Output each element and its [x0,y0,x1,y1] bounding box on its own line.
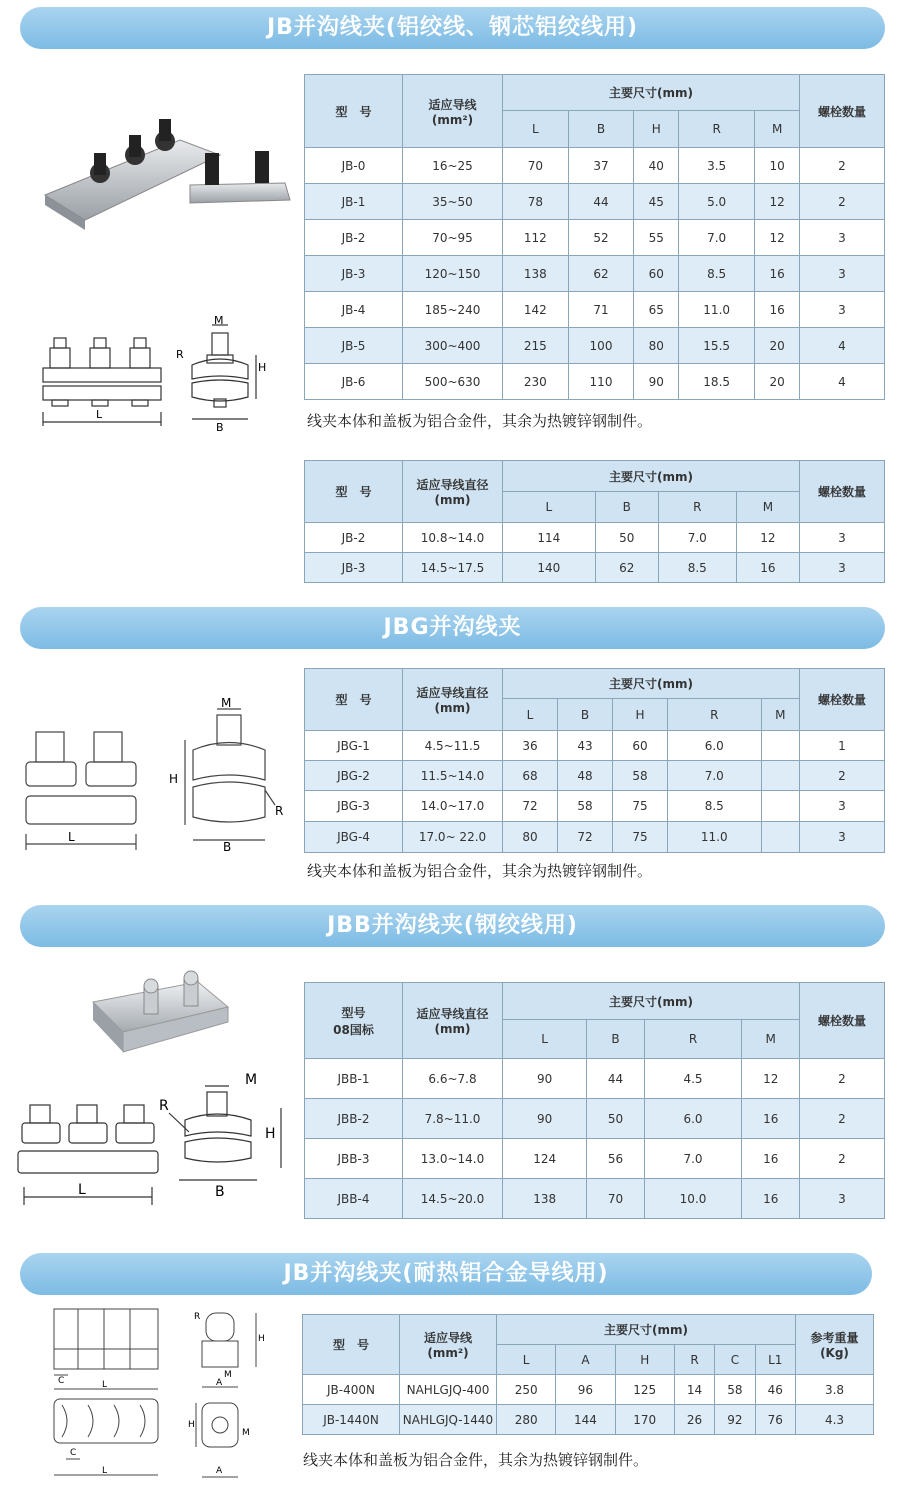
table-cell: 75 [612,791,667,822]
table-cell: 72 [557,822,612,853]
dim-label-b: B [216,421,224,434]
table-cell: 68 [503,761,558,791]
table-cell: JBB-3 [305,1139,403,1179]
dim-label-r: R [275,804,284,818]
table-cell [761,731,799,761]
section-title-jbg: JBG并沟线夹 [20,607,885,649]
table-cell: 46 [755,1375,795,1405]
table-cell: 3 [800,523,885,553]
table-cell: 92 [715,1405,755,1435]
table-cell: 8.5 [679,256,755,292]
table-cell: 280 [497,1405,556,1435]
section-title-jb: JB并沟线夹(铝绞线、钢芯铝绞线用) [20,7,885,49]
dim-label-h: H [188,1420,195,1430]
table-row [305,731,885,761]
table-cell: 56 [587,1139,644,1179]
table-header-cell: H [634,111,679,148]
table-cell: 4 [800,364,885,400]
table-row [305,1099,885,1139]
table-header-cell: C [715,1345,755,1375]
table-cell: 5.0 [679,184,755,220]
section-title-jb-heat: JB并沟线夹(耐热铝合金导线用) [20,1253,872,1295]
diagram-jbg-side [18,722,148,857]
table-cell: 14.0~17.0 [403,791,503,822]
table-header-cell: L [503,1020,587,1059]
table-header-cell: 型 号 [305,461,403,523]
table-cell: 35~50 [403,184,503,220]
table-header-cell: 主要尺寸(mm) [497,1315,796,1345]
diagram-jb-side [38,330,168,430]
table-header-cell: M [755,111,800,148]
header-model: 型 号 [305,75,403,148]
table-cell: 142 [503,292,569,328]
spec-table-jbg [304,668,885,853]
table-header-cell: L [503,492,596,523]
table-cell: 300~400 [403,328,503,364]
table-cell: 72 [503,791,558,822]
table-header-cell: 主要尺寸(mm) [503,461,800,492]
table-cell: 16 [742,1099,800,1139]
table-cell: 16 [736,553,799,583]
dim-label-l: L [68,830,75,844]
spec-table-jb-heat [302,1314,874,1435]
table-cell: 4.5~11.5 [403,731,503,761]
table-header-cell: M [761,699,799,731]
table-header-cell: L1 [755,1345,795,1375]
table-cell: 112 [503,220,569,256]
table-cell: 52 [568,220,634,256]
dim-label-c: C [58,1376,65,1386]
table-header-cell: 螺栓数量 [800,983,885,1059]
table-cell: JBB-1 [305,1059,403,1099]
table-cell: 2 [800,184,885,220]
table-row [305,822,885,853]
table-cell: 18.5 [679,364,755,400]
table-cell: 14.5~17.5 [403,553,503,583]
table-header-cell: H [612,699,667,731]
table-cell: 58 [612,761,667,791]
dim-label-m: M [224,1370,232,1380]
table-cell: 58 [715,1375,755,1405]
table-cell: 500~630 [403,364,503,400]
table-cell: 215 [503,328,569,364]
table-cell: 15.5 [679,328,755,364]
table-cell: 60 [634,256,679,292]
table-cell: 11.0 [667,822,761,853]
table-header-cell: R [674,1345,714,1375]
table-header-cell: R [644,1020,742,1059]
diagram-jb-front [172,315,272,435]
table-cell: 6.6~7.8 [403,1059,503,1099]
table-cell: 10 [755,148,800,184]
table-cell: 2 [800,1139,885,1179]
table-cell: 8.5 [667,791,761,822]
table-cell: 6.0 [644,1099,742,1139]
table-cell: 114 [503,523,596,553]
table-cell: 11.5~14.0 [403,761,503,791]
table-row [303,1405,874,1435]
header-dims: 主要尺寸(mm) [503,75,800,111]
table-cell: 230 [503,364,569,400]
table-cell: 110 [568,364,634,400]
table-cell: JB-4 [305,292,403,328]
dim-label-h: H [169,772,179,786]
table-cell: 3 [800,791,885,822]
table-cell: 50 [595,523,658,553]
table-cell: 70 [503,148,569,184]
product-photo-jb [40,105,295,235]
table-header-cell: 螺栓数量 [800,461,885,523]
table-header-cell: 适应导线直径 (mm) [403,983,503,1059]
table-cell: 70~95 [403,220,503,256]
table-header-cell: R [658,492,736,523]
table-cell: 16 [755,256,800,292]
table-header-cell: 适应导线直径 (mm) [403,461,503,523]
table-cell: 4.5 [644,1059,742,1099]
table-row [305,328,885,364]
table-cell: JB-6 [305,364,403,400]
table-cell: 70 [587,1179,644,1219]
table-cell: 3 [800,220,885,256]
note-text: 线夹本体和盖板为铝合金件，其余为热镀锌钢制件。 [307,412,653,430]
dim-label-b: B [215,1184,225,1200]
table-cell: 8.5 [658,553,736,583]
table-cell: 45 [634,184,679,220]
table-header-cell: R [679,111,755,148]
table-cell: 7.0 [644,1139,742,1179]
section-title-jbb: JBB并沟线夹(钢绞线用) [20,905,885,947]
dim-label-m: M [214,315,224,327]
table-cell: 2 [800,761,885,791]
dim-label-a: A [216,1378,223,1388]
table-cell: JB-0 [305,148,403,184]
table-cell: 6.0 [667,731,761,761]
table-header-cell: 型 号 [305,669,403,731]
table-header-cell: B [587,1020,644,1059]
table-cell: 90 [503,1099,587,1139]
table-cell: 13.0~14.0 [403,1139,503,1179]
table-cell: 7.0 [667,761,761,791]
table-cell: 3 [800,822,885,853]
table-cell [761,761,799,791]
diagram-jb-heat-bottom [48,1395,178,1485]
table-cell: 7.0 [679,220,755,256]
table-cell: 75 [612,822,667,853]
diagram-jb-heat-front [188,1305,268,1395]
table-row [305,148,885,184]
table-cell: NAHLGJQ-1440 [400,1405,497,1435]
table-cell: 71 [568,292,634,328]
table-cell: JB-1440N [303,1405,400,1435]
dim-label-m: M [221,696,232,710]
table-row [305,1059,885,1099]
table-cell: JB-3 [305,256,403,292]
dim-label-h: H [258,1334,265,1344]
table-row [305,553,885,583]
table-header-cell: B [557,699,612,731]
dim-label-l: L [102,1466,108,1476]
table-cell: 1 [800,731,885,761]
table-cell: 58 [557,791,612,822]
table-row [305,761,885,791]
table-cell: 3 [800,1179,885,1219]
table-row [305,791,885,822]
table-cell: JB-2 [305,523,403,553]
table-cell: JB-5 [305,328,403,364]
diagram-jbg-front [165,695,295,855]
table-row [305,184,885,220]
table-header-cell: L [503,111,569,148]
table-cell: 16~25 [403,148,503,184]
table-header-cell: A [556,1345,615,1375]
table-cell: 2 [800,1099,885,1139]
table-cell: 12 [736,523,799,553]
dim-label-c: C [70,1448,77,1458]
table-cell: 138 [503,256,569,292]
dim-label-r: R [159,1098,169,1114]
table-header-cell: 型 号 [303,1315,400,1375]
diagram-jb-heat-top [48,1305,178,1395]
table-header-cell: M [742,1020,800,1059]
table-cell: 12 [755,220,800,256]
table-cell: 14.5~20.0 [403,1179,503,1219]
table-cell: 185~240 [403,292,503,328]
table-cell: 40 [634,148,679,184]
table-cell: 125 [615,1375,674,1405]
table-cell: JB-3 [305,553,403,583]
table-row [303,1375,874,1405]
table-cell: 7.8~11.0 [403,1099,503,1139]
table-cell [761,822,799,853]
table-cell: 3 [800,292,885,328]
dim-label-l: L [78,1182,86,1198]
table-header-cell: H [615,1345,674,1375]
dim-label-a: A [216,1466,223,1476]
table-row [305,220,885,256]
table-cell: JB-2 [305,220,403,256]
table-cell: 16 [755,292,800,328]
dim-label-l: L [102,1380,108,1390]
table-row [305,523,885,553]
table-cell: JBB-4 [305,1179,403,1219]
table-cell: 48 [557,761,612,791]
table-cell: 96 [556,1375,615,1405]
spec-table-jb [304,74,885,400]
table-cell: 80 [503,822,558,853]
table-cell: 76 [755,1405,795,1435]
table-cell: 10.8~14.0 [403,523,503,553]
note-text: 线夹本体和盖板为铝合金件，其余为热镀锌钢制件。 [303,1451,649,1469]
table-cell: 7.0 [658,523,736,553]
table-cell: 12 [742,1059,800,1099]
header-bolts: 螺栓数量 [800,75,885,148]
product-photo-jbb [88,962,238,1062]
table-header-cell: 型号 08国标 [305,983,403,1059]
table-cell: 124 [503,1139,587,1179]
table-cell: JBG-4 [305,822,403,853]
table-cell: JBG-1 [305,731,403,761]
diagram-jbb-side [12,1095,162,1210]
table-cell: 138 [503,1179,587,1219]
table-cell: 43 [557,731,612,761]
header-conductor: 适应导线 (mm²) [403,75,503,148]
table-cell: 10.0 [644,1179,742,1219]
table-cell: JB-1 [305,184,403,220]
table-cell: 144 [556,1405,615,1435]
dim-label-l: L [96,408,103,421]
table-cell: 36 [503,731,558,761]
table-cell: 3.5 [679,148,755,184]
table-cell: 16 [742,1179,800,1219]
table-cell: 78 [503,184,569,220]
table-cell: 4.3 [796,1405,874,1435]
table-cell: NAHLGJQ-400 [400,1375,497,1405]
table-cell: 3 [800,553,885,583]
table-cell: 3 [800,256,885,292]
table-header-cell: 适应导线 (mm²) [400,1315,497,1375]
table-header-cell: M [736,492,799,523]
table-cell: 62 [595,553,658,583]
table-header-cell: 适应导线直径 (mm) [403,669,503,731]
table-cell: 14 [674,1375,714,1405]
table-header-cell: L [497,1345,556,1375]
table-row [305,292,885,328]
table-header-cell: 参考重量 (Kg) [796,1315,874,1375]
table-cell: 65 [634,292,679,328]
dim-label-h: H [265,1126,276,1142]
dim-label-h: H [258,361,267,374]
table-cell: JBG-3 [305,791,403,822]
table-row [305,364,885,400]
table-header-cell: 主要尺寸(mm) [503,669,800,699]
dim-label-m: M [242,1428,250,1438]
table-cell: 44 [568,184,634,220]
table-cell: 20 [755,328,800,364]
table-cell: 250 [497,1375,556,1405]
table-cell: 55 [634,220,679,256]
table-header-cell: B [568,111,634,148]
table-header-cell: R [667,699,761,731]
table-cell: 17.0~ 22.0 [403,822,503,853]
table-cell: 2 [800,1059,885,1099]
table-row [305,256,885,292]
table-cell: JB-400N [303,1375,400,1405]
table-cell: JBG-2 [305,761,403,791]
table-cell: 90 [503,1059,587,1099]
table-cell: 50 [587,1099,644,1139]
table-cell: 60 [612,731,667,761]
table-cell: 90 [634,364,679,400]
table-header-cell: 主要尺寸(mm) [503,983,800,1020]
table-header-cell: 螺栓数量 [800,669,885,731]
table-header-cell: B [595,492,658,523]
table-cell: 170 [615,1405,674,1435]
diagram-jbb-front [155,1068,300,1203]
table-cell: 100 [568,328,634,364]
dim-label-m: M [245,1072,258,1088]
table-cell: 20 [755,364,800,400]
table-cell: 26 [674,1405,714,1435]
table-cell: 140 [503,553,596,583]
table-cell: JBB-2 [305,1099,403,1139]
table-cell: 80 [634,328,679,364]
table-cell: 44 [587,1059,644,1099]
spec-table-jbb [304,982,885,1219]
table-row [305,1139,885,1179]
table-cell: 37 [568,148,634,184]
diagram-jb-heat-side [188,1395,268,1485]
table-cell [761,791,799,822]
table-cell: 11.0 [679,292,755,328]
spec-table-jb-diameter [304,460,885,583]
table-cell: 2 [800,148,885,184]
table-cell: 62 [568,256,634,292]
table-header-cell: L [503,699,558,731]
table-cell: 12 [755,184,800,220]
table-row [305,1179,885,1219]
table-cell: 120~150 [403,256,503,292]
table-cell: 3.8 [796,1375,874,1405]
table-cell: 4 [800,328,885,364]
table-cell: 16 [742,1139,800,1179]
note-text: 线夹本体和盖板为铝合金件，其余为热镀锌钢制件。 [307,862,653,880]
dim-label-b: B [223,840,232,854]
dim-label-r: R [194,1312,201,1322]
dim-label-r: R [176,348,184,361]
